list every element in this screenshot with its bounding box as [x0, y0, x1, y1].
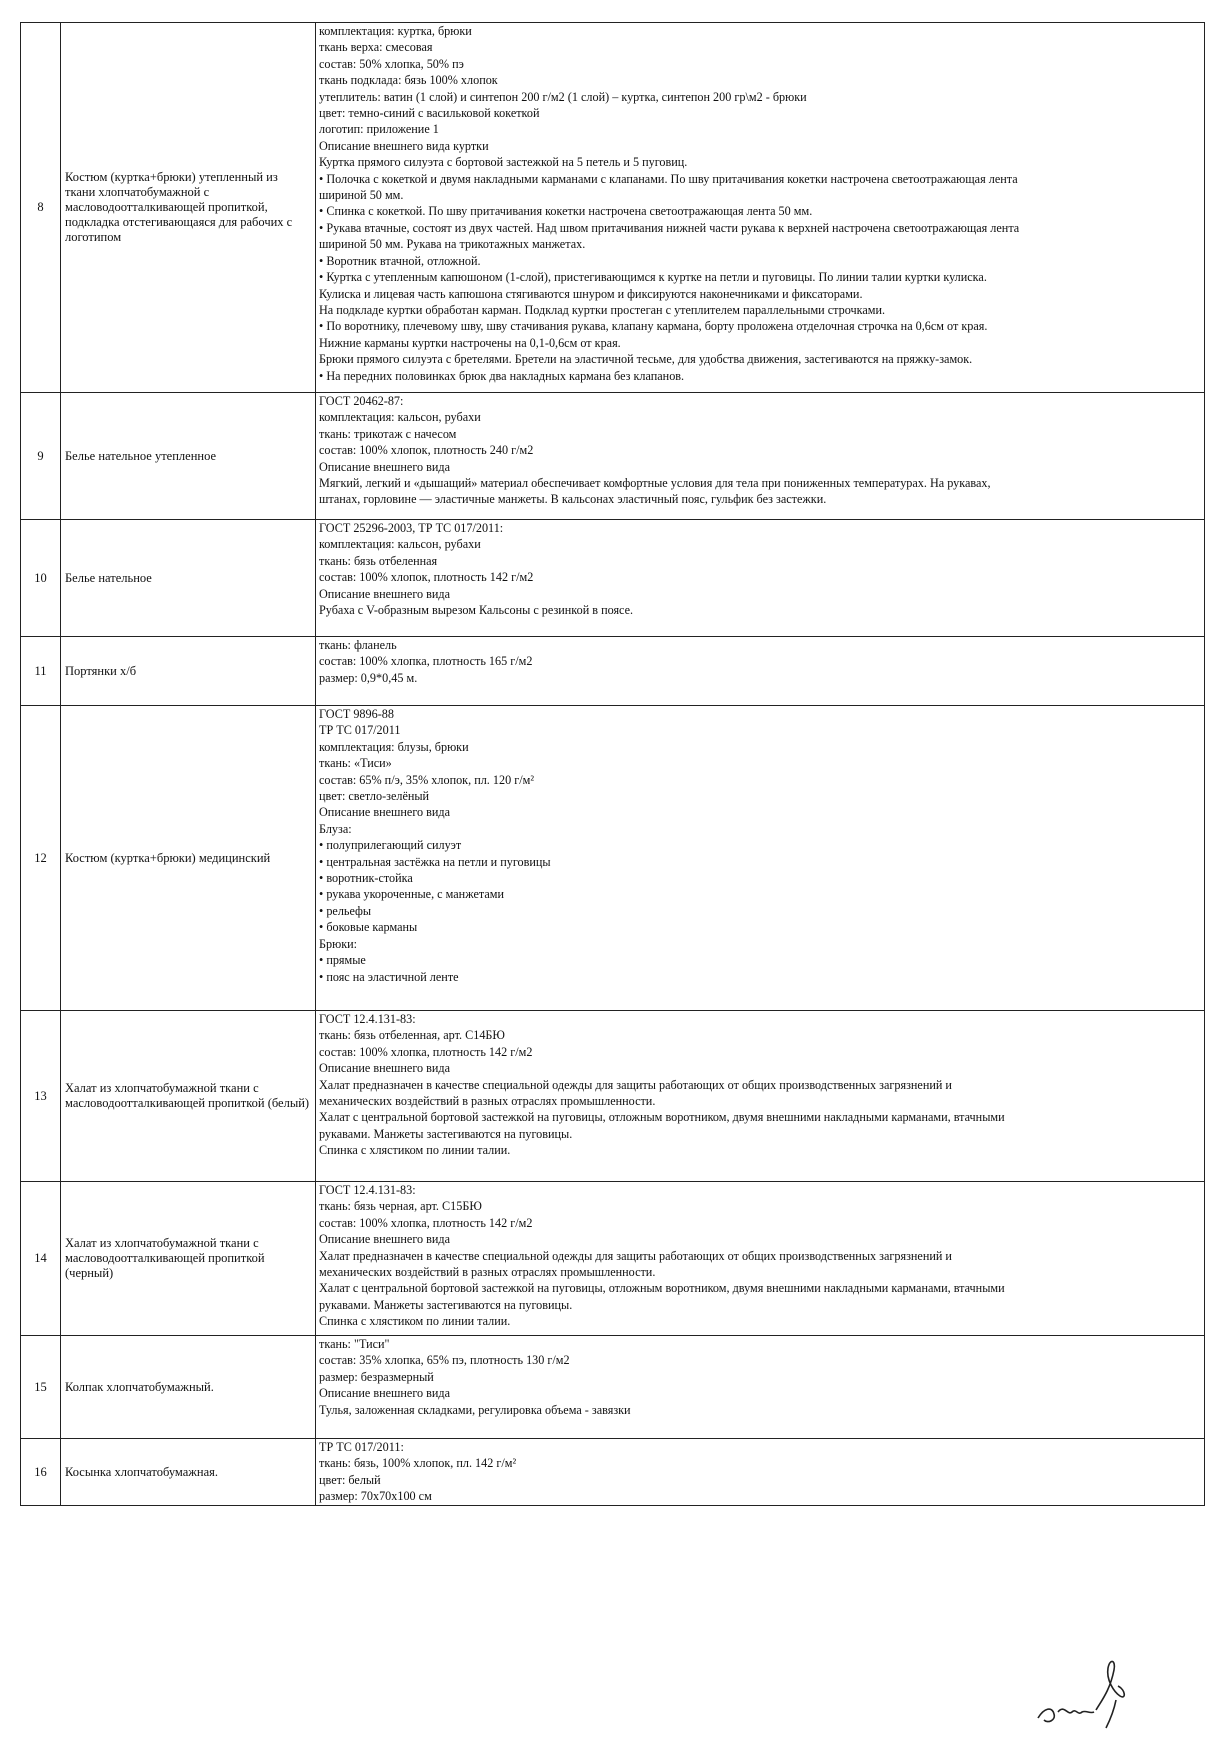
item-name: Портянки х/б [61, 637, 316, 706]
signature-icon [1030, 1640, 1140, 1730]
row-number: 14 [21, 1182, 61, 1336]
description-line: • Рукава втачные, состоят из двух частей. Над швом притачивания нижней части рукава к верхней настрочена светоотражающая лента [319, 220, 1020, 235]
description-line: ткань: бязь, 100% хлопок, пл. 142 г/м² [319, 1456, 517, 1471]
description-line: состав: 65% п/э, 35% хлопок, пл. 120 г/м² [319, 772, 534, 787]
description-line: • Куртка с утепленным капюшоном (1-слой), пристегивающимся к куртке на петли и пуговицы. По линии талии куртки кулиска. [319, 270, 987, 285]
item-name: Колпак хлопчатобумажный. [61, 1336, 316, 1439]
description-line: • Полочка с кокеткой и двумя накладными карманами с клапанами. По шву притачивания кокетки настрочена светоотражающая лента [319, 171, 1018, 186]
description-line: • Спинка с кокеткой. По шву притачивания кокетки настрочена светоотражающая лента 50 мм. [319, 204, 813, 219]
description-line: Халат с центральной бортовой застежкой на пуговицы, отложным воротником, двумя внешними накладными карманами, втачными [319, 1110, 1005, 1125]
description-line: шириной 50 мм. [319, 188, 404, 203]
description-line: цвет: темно-синий с васильковой кокеткой [319, 106, 540, 121]
item-description [316, 1182, 1205, 1336]
table-row [21, 706, 1205, 1011]
description-line: • По воротнику, плечевому шву, шву стачивания рукава, клапану кармана, борту проложена отделочная строчка на 0,6см от края. [319, 319, 988, 334]
item-description [316, 1011, 1205, 1182]
row-number: 12 [21, 706, 61, 1011]
description-line: шириной 50 мм. Рукава на трикотажных манжетах. [319, 237, 586, 252]
item-name: Косынка хлопчатобумажная. [61, 1439, 316, 1506]
row-number: 15 [21, 1336, 61, 1439]
description-line: Халат предназначен в качестве специальной одежды для защиты работающих от общих производственных загрязнений и [319, 1077, 952, 1092]
description-line: комплектация: кальсон, рубахи [319, 410, 481, 425]
description-line: штанах, горловине — эластичные манжеты. В кальсонах эластичный пояс, гульфик без застежки. [319, 492, 827, 507]
description-line: ГОСТ 9896-88 [319, 707, 394, 721]
row-number: 16 [21, 1439, 61, 1506]
table-row [21, 1336, 1205, 1439]
description-line: Мягкий, легкий и «дышащий» материал обеспечивает комфортные условия для тела при пониженных температурах. На рукавах, [319, 476, 991, 491]
description-line: механических воздействий в разных отраслях промышленности. [319, 1094, 656, 1109]
description-line: Описание внешнего вида [319, 586, 451, 601]
description-line: • рельефы [319, 903, 372, 918]
description-line: • На передних половинках брюк два накладных кармана без клапанов. [319, 368, 685, 383]
description-line: состав: 100% хлопка, плотность 142 г/м2 [319, 1215, 533, 1230]
item-description [316, 1439, 1205, 1506]
description-line: цвет: белый [319, 1472, 381, 1487]
description-line: Халат с центральной бортовой застежкой на пуговицы, отложным воротником, двумя внешними накладными карманами, втачными [319, 1281, 1005, 1296]
description-line: состав: 100% хлопка, плотность 142 г/м2 [319, 1044, 533, 1059]
description-line: • пояс на эластичной ленте [319, 969, 459, 984]
description-line: Брюки прямого силуэта с бретелями. Бретели на эластичной тесьме, для удобства движения, застегиваются на пряжку-замок. [319, 352, 973, 367]
item-name: Белье нательное [61, 520, 316, 637]
description-line: размер: 70х70х100 см [319, 1489, 432, 1504]
description-line: механических воздействий в разных отраслях промышленности. [319, 1265, 656, 1280]
table-row [21, 1439, 1205, 1506]
description-line: Куртка прямого силуэта с бортовой застежкой на 5 петель и 5 пуговиц. [319, 155, 688, 170]
description-line: ткань: бязь отбеленная [319, 553, 438, 568]
description-line: состав: 35% хлопка, 65% пэ, плотность 130 г/м2 [319, 1353, 570, 1368]
table-row [21, 1182, 1205, 1336]
description-line: цвет: светло-зелёный [319, 789, 430, 804]
item-description [316, 637, 1205, 706]
item-name: Костюм (куртка+брюки) утепленный из ткани хлопчатобумажной с масловодоотталкивающей пропиткой, подкладка отстегивающаяся для рабочих с логотипом [61, 23, 316, 393]
description-line: ткань: бязь черная, арт. С15БЮ [319, 1199, 482, 1214]
description-line: ГОСТ 12.4.131-83: [319, 1183, 416, 1197]
description-line: На подкладе куртки обработан карман. Подклад куртки простеган с утеплителем параллельными строчками. [319, 302, 886, 317]
description-line: состав: 100% хлопка, плотность 165 г/м2 [319, 654, 533, 669]
description-line: Описание внешнего вида [319, 1232, 451, 1247]
description-line: Тулья, заложенная складками, регулировка объема - завязки [319, 1402, 631, 1417]
description-line: Описание внешнего вида [319, 459, 451, 474]
description-line: рукавами. Манжеты застегиваются на пуговицы. [319, 1126, 573, 1141]
row-number: 13 [21, 1011, 61, 1182]
row-number: 8 [21, 23, 61, 393]
table-row [21, 393, 1205, 520]
description-line: ткань: "Тиси" [319, 1337, 390, 1351]
description-line: рукавами. Манжеты застегиваются на пуговицы. [319, 1297, 573, 1312]
description-line: ТР ТС 017/2011 [319, 723, 401, 738]
description-line: ГОСТ 12.4.131-83: [319, 1012, 416, 1026]
item-name: Костюм (куртка+брюки) медицинский [61, 706, 316, 1011]
description-line: Описание внешнего вида куртки [319, 138, 489, 153]
description-line: Описание внешнего вида [319, 805, 451, 820]
row-number: 10 [21, 520, 61, 637]
description-line: Нижние карманы куртки настрочены на 0,1-0,6см от края. [319, 335, 621, 350]
description-line: • рукава укороченные, с манжетами [319, 887, 504, 902]
description-line: Описание внешнего вида [319, 1061, 451, 1076]
table-row [21, 520, 1205, 637]
document-page [20, 22, 1205, 1506]
item-description [316, 520, 1205, 637]
description-line: Спинка с хлястиком по линии талии. [319, 1314, 511, 1329]
description-line: размер: безразмерный [319, 1369, 434, 1384]
description-line: комплектация: блузы, брюки [319, 739, 469, 754]
description-line: ткань: трикотаж с начесом [319, 426, 457, 441]
description-line: ГОСТ 25296-2003, ТР ТС 017/2011: [319, 521, 504, 535]
description-line: размер: 0,9*0,45 м. [319, 670, 418, 685]
description-line: комплектация: куртка, брюки [319, 24, 472, 38]
description-line: • Воротник втачной, отложной. [319, 253, 481, 268]
description-line: Блуза: [319, 821, 352, 836]
item-name: Халат из хлопчатобумажной ткани с масловодоотталкивающей пропиткой (белый) [61, 1011, 316, 1182]
description-line: • воротник-стойка [319, 871, 413, 886]
item-description [316, 706, 1205, 1011]
description-line: ткань верха: смесовая [319, 40, 433, 55]
table-row [21, 1011, 1205, 1182]
description-line: состав: 100% хлопок, плотность 142 г/м2 [319, 570, 534, 585]
description-line: Кулиска и лицевая часть капюшона стягиваются шнуром и фиксируются наконечниками и фиксаторами. [319, 286, 863, 301]
specification-table [20, 22, 1205, 1506]
description-line: ткань подклада: бязь 100% хлопок [319, 73, 498, 88]
item-name: Халат из хлопчатобумажной ткани с масловодоотталкивающей пропиткой (черный) [61, 1182, 316, 1336]
description-line: утеплитель: ватин (1 слой) и синтепон 200 г/м2 (1 слой) – куртка, синтепон 200 гр\м2 - брюки [319, 89, 807, 104]
description-line: логотип: приложение 1 [319, 122, 439, 137]
table-row [21, 637, 1205, 706]
description-line: Брюки: [319, 936, 358, 951]
table-row [21, 23, 1205, 393]
item-description [316, 1336, 1205, 1439]
description-line: Рубаха с V-образным вырезом Кальсоны с резинкой в поясе. [319, 603, 634, 618]
description-line: • прямые [319, 953, 366, 968]
description-line: комплектация: кальсон, рубахи [319, 537, 481, 552]
description-line: • боковые карманы [319, 920, 418, 935]
description-line: состав: 50% хлопка, 50% пэ [319, 56, 464, 71]
item-name: Белье нательное утепленное [61, 393, 316, 520]
description-line: ТР ТС 017/2011: [319, 1440, 404, 1454]
description-line: • полуприлегающий силуэт [319, 838, 462, 853]
row-number: 9 [21, 393, 61, 520]
description-line: Спинка с хлястиком по линии талии. [319, 1143, 511, 1158]
description-line: Описание внешнего вида [319, 1386, 451, 1401]
description-line: ткань: бязь отбеленная, арт. С14БЮ [319, 1028, 505, 1043]
item-description [316, 23, 1205, 393]
description-line: ГОСТ 20462-87: [319, 394, 404, 408]
description-line: ткань: «Тиси» [319, 756, 392, 771]
description-line: Халат предназначен в качестве специальной одежды для защиты работающих от общих производственных загрязнений и [319, 1248, 952, 1263]
row-number: 11 [21, 637, 61, 706]
description-line: состав: 100% хлопок, плотность 240 г/м2 [319, 443, 534, 458]
description-line: ткань: фланель [319, 638, 397, 652]
item-description [316, 393, 1205, 520]
description-line: • центральная застёжка на петли и пуговицы [319, 854, 551, 869]
